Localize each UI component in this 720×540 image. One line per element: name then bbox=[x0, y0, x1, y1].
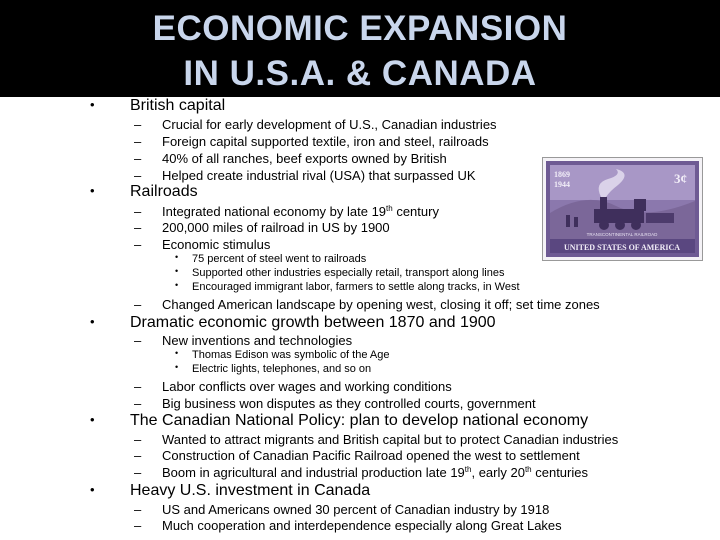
list-item-text: , early 20 bbox=[471, 465, 525, 480]
dash-marker: – bbox=[134, 237, 142, 252]
list-item bbox=[134, 502, 550, 517]
superscript: th bbox=[524, 465, 532, 474]
list-item-text: New inventions and technologies bbox=[162, 333, 353, 348]
list-item bbox=[134, 237, 271, 252]
sub-bullet-marker: • bbox=[175, 348, 179, 358]
sub-list-item bbox=[175, 266, 505, 279]
dash-marker: – bbox=[134, 518, 142, 533]
bullet-railroads bbox=[90, 183, 198, 201]
stamp-denomination: 3¢ bbox=[674, 171, 687, 186]
list-item-text: centuries bbox=[531, 465, 588, 480]
sub-list-item-text: 75 percent of steel went to railroads bbox=[192, 253, 367, 265]
superscript: th bbox=[386, 204, 393, 213]
sub-bullet-marker: • bbox=[175, 362, 179, 372]
bullet-marker: • bbox=[90, 314, 95, 329]
sub-list-item bbox=[175, 252, 367, 265]
railroad-stamp-image bbox=[543, 158, 702, 260]
bullet-marker: • bbox=[90, 97, 95, 112]
list-item-text: Labor conflicts over wages and working conditions bbox=[162, 379, 452, 394]
list-item-text: Foreign capital supported textile, iron and steel, railroads bbox=[162, 134, 489, 149]
list-item-text: 40% of all ranches, beef exports owned by British bbox=[162, 151, 447, 166]
dash-marker: – bbox=[134, 151, 142, 166]
list-item bbox=[134, 396, 536, 411]
sub-list-item bbox=[175, 280, 520, 293]
stamp-subcaption: TRANSCONTINENTAL RAILROAD bbox=[586, 232, 658, 237]
list-item-text: century bbox=[392, 204, 439, 219]
slide-title bbox=[0, 6, 720, 96]
list-item-text: Much cooperation and interdependence especially along Great Lakes bbox=[162, 518, 562, 533]
dash-marker: – bbox=[134, 168, 142, 183]
list-item bbox=[134, 379, 452, 394]
list-item bbox=[134, 432, 619, 447]
title-line-2: IN U.S.A. & CANADA bbox=[183, 54, 537, 93]
title-bar bbox=[0, 0, 720, 97]
list-item bbox=[134, 168, 476, 183]
sub-bullet-marker: • bbox=[175, 280, 179, 290]
list-item-text: Construction of Canadian Pacific Railroad opened the west to settlement bbox=[162, 448, 580, 463]
sub-list-item bbox=[175, 348, 390, 361]
bullet-national-policy bbox=[90, 412, 589, 430]
dash-marker: – bbox=[134, 333, 142, 348]
list-item bbox=[134, 448, 580, 463]
list-item bbox=[134, 333, 353, 348]
sub-list-item-text: Thomas Edison was symbolic of the Age bbox=[192, 349, 390, 361]
list-item bbox=[134, 220, 390, 235]
sub-list-item bbox=[175, 362, 372, 375]
dash-marker: – bbox=[134, 117, 142, 132]
dash-marker: – bbox=[134, 297, 142, 312]
stamp-year-top: 1869 bbox=[554, 170, 570, 179]
bullet-economic-growth bbox=[90, 314, 496, 332]
dash-marker: – bbox=[134, 396, 142, 411]
bullet-heading: The Canadian National Policy: plan to develop national economy bbox=[130, 412, 589, 429]
superscript: th bbox=[464, 465, 472, 474]
list-item bbox=[134, 518, 562, 533]
list-item bbox=[134, 465, 588, 480]
stamp-year-bottom: 1944 bbox=[554, 180, 570, 189]
list-item-text: Integrated national economy by late 19 bbox=[162, 204, 387, 219]
list-item bbox=[134, 151, 447, 166]
title-line-1: ECONOMIC EXPANSION bbox=[152, 9, 568, 48]
list-item-text: Helped create industrial rival (USA) that surpassed UK bbox=[162, 168, 476, 183]
dash-marker: – bbox=[134, 134, 142, 149]
list-item-text: Big business won disputes as they controlled courts, government bbox=[162, 396, 536, 411]
list-item bbox=[134, 117, 497, 132]
dash-marker: – bbox=[134, 432, 142, 447]
sub-list-item-text: Supported other industries especially retail, transport along lines bbox=[192, 267, 505, 279]
list-item-text: Economic stimulus bbox=[162, 237, 271, 252]
list-item-text: Boom in agricultural and industrial production late 19 bbox=[162, 465, 465, 480]
dash-marker: – bbox=[134, 379, 142, 394]
stamp-illustration bbox=[546, 161, 699, 257]
list-item-text: US and Americans owned 30 percent of Canadian industry by 1918 bbox=[162, 502, 550, 517]
sub-list-item-text: Electric lights, telephones, and so on bbox=[192, 363, 372, 375]
bullet-heading: Dramatic economic growth between 1870 and 1900 bbox=[130, 314, 496, 331]
list-item bbox=[134, 297, 600, 312]
bullet-heading: Heavy U.S. investment in Canada bbox=[130, 482, 371, 499]
bullet-marker: • bbox=[90, 482, 95, 497]
list-item-text: Crucial for early development of U.S., Canadian industries bbox=[162, 117, 497, 132]
dash-marker: – bbox=[134, 220, 142, 235]
sub-list-item-text: Encouraged immigrant labor, farmers to settle along tracks, in West bbox=[192, 281, 520, 293]
list-item bbox=[134, 134, 489, 149]
stamp-caption: UNITED STATES OF AMERICA bbox=[563, 243, 681, 252]
dash-marker: – bbox=[134, 204, 142, 219]
bullet-british-capital bbox=[90, 97, 226, 115]
dash-marker: – bbox=[134, 502, 142, 517]
list-item-text: 200,000 miles of railroad in US by 1900 bbox=[162, 220, 390, 235]
list-item-text: Changed American landscape by opening west, closing it off; set time zones bbox=[162, 297, 600, 312]
bullet-marker: • bbox=[90, 183, 95, 198]
bullet-heading: Railroads bbox=[130, 183, 198, 200]
list-item bbox=[134, 204, 439, 219]
bullet-marker: • bbox=[90, 412, 95, 427]
dash-marker: – bbox=[134, 465, 142, 480]
bullet-us-investment bbox=[90, 482, 371, 500]
bullet-heading: British capital bbox=[130, 97, 226, 114]
sub-bullet-marker: • bbox=[175, 252, 179, 262]
sub-bullet-marker: • bbox=[175, 266, 179, 276]
list-item-text: Wanted to attract migrants and British capital but to protect Canadian industries bbox=[162, 432, 619, 447]
dash-marker: – bbox=[134, 448, 142, 463]
